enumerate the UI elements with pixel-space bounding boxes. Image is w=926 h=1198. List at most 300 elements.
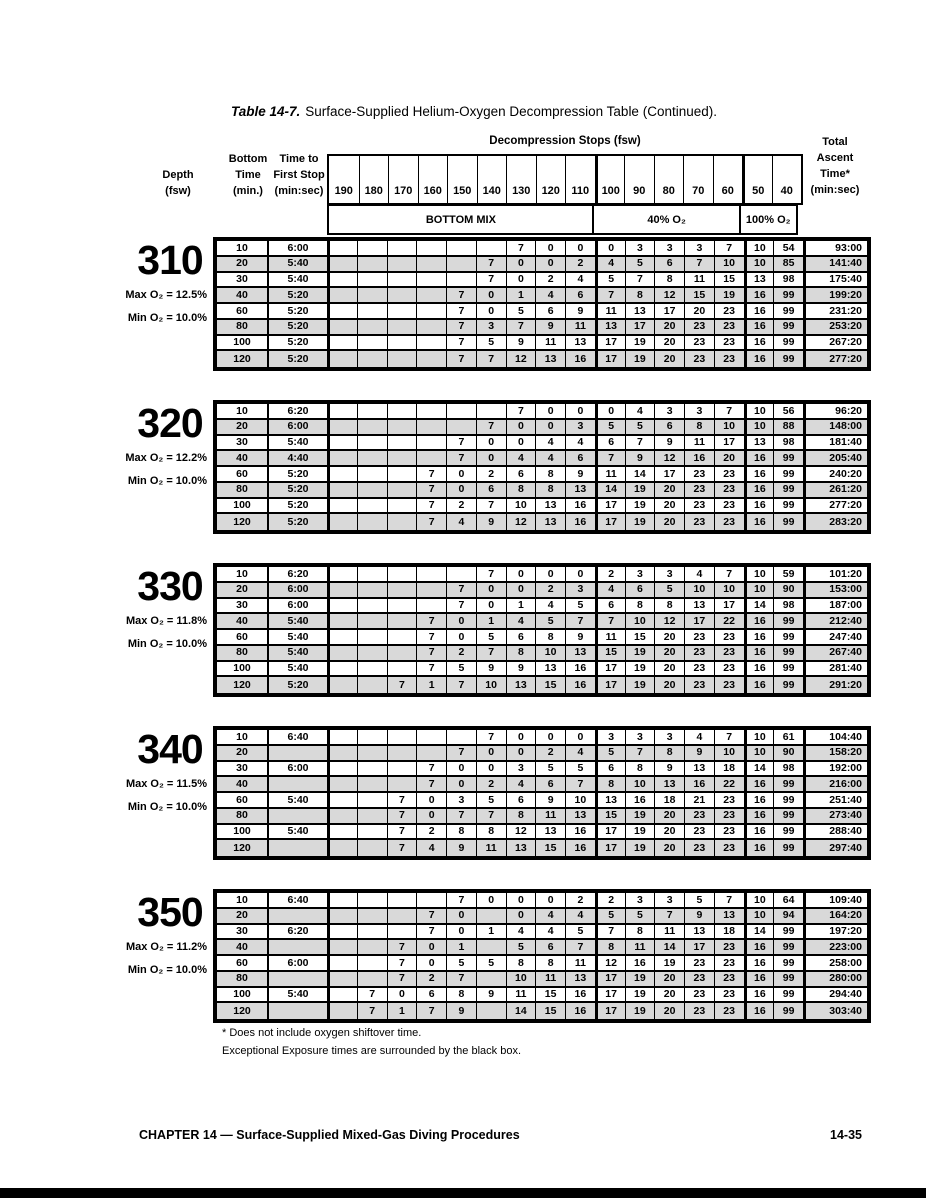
cell-first-stop: 5:40 (267, 436, 327, 450)
cell-stop (416, 336, 446, 350)
cell-stop: 10 (714, 257, 744, 271)
table-row (217, 351, 867, 367)
cell-stop: 1 (506, 288, 536, 302)
cell-stop (327, 336, 357, 350)
cell-stop: 23 (684, 662, 714, 676)
cell-stop: 13 (506, 677, 536, 693)
cell-stop: 15 (535, 677, 565, 693)
cell-stop: 16 (565, 662, 595, 676)
cell-first-stop: 5:40 (267, 988, 327, 1002)
cell-stop: 6 (595, 599, 625, 613)
cell-stop: 6 (595, 436, 625, 450)
cell-stop: 23 (684, 514, 714, 530)
cell-bottom-time: 60 (236, 304, 248, 317)
cell-bottom-time: 40 (236, 288, 248, 301)
cell-stop: 9 (506, 336, 536, 350)
cell-stop: 0 (506, 436, 536, 450)
cell-stop: 0 (416, 956, 446, 970)
cell-stop (387, 320, 417, 334)
cell-stop (327, 677, 357, 693)
cell-stop: 19 (625, 972, 655, 986)
cell-total-ascent: 251:40 (803, 793, 867, 807)
depth-block-table (213, 400, 871, 534)
cell-stop: 16 (744, 514, 774, 530)
cell-total-ascent: 96:20 (803, 404, 867, 418)
cell-stop (476, 940, 506, 954)
cell-stop: 3 (684, 404, 714, 418)
cell-stop: 19 (654, 956, 684, 970)
cell-stop (387, 420, 417, 434)
cell-stop: 19 (625, 809, 655, 823)
cell-total-ascent: 247:40 (803, 630, 867, 644)
cell-first-stop: 5:20 (267, 336, 327, 350)
cell-stop (387, 762, 417, 776)
cell-first-stop: 6:00 (267, 583, 327, 597)
cell-stop (357, 273, 387, 287)
table-row (217, 825, 867, 841)
cell-stop: 17 (714, 599, 744, 613)
cell-stop: 17 (714, 436, 744, 450)
cell-first-stop: 4:40 (267, 451, 327, 465)
cell-stop: 6 (506, 630, 536, 644)
hdr-bt-line: (min.) (233, 185, 263, 197)
stop-depth-header: 60 (713, 156, 743, 203)
table-title-number: Table 14-7. (231, 104, 301, 119)
cell-stop: 7 (416, 514, 446, 530)
cell-stop: 99 (773, 840, 803, 856)
cell-stop (357, 825, 387, 839)
cell-stop: 99 (773, 451, 803, 465)
cell-stop: 7 (446, 436, 476, 450)
cell-stop: 0 (506, 257, 536, 271)
cell-stop: 0 (565, 730, 595, 744)
cell-stop: 98 (773, 762, 803, 776)
cell-first-stop: 6:40 (267, 730, 327, 744)
cell-bottom-time: 10 (236, 404, 248, 417)
cell-stop: 8 (625, 288, 655, 302)
cell-stop: 3 (654, 404, 684, 418)
cell-stop: 99 (773, 956, 803, 970)
cell-stop: 17 (595, 499, 625, 513)
cell-stop: 5 (476, 956, 506, 970)
cell-stop: 0 (506, 909, 536, 923)
cell-bottom-time: 20 (236, 257, 248, 270)
cell-stop (387, 351, 417, 367)
total-ascent-column-header (801, 134, 869, 198)
cell-stop (327, 809, 357, 823)
cell-stop: 4 (535, 925, 565, 939)
table-row (217, 514, 867, 530)
cell-stop: 13 (535, 662, 565, 676)
cell-stop: 9 (476, 662, 506, 676)
cell-stop (357, 614, 387, 628)
min-o2-label: Min O₂ = 10.0% (127, 801, 207, 813)
depth-value: 310 (137, 237, 203, 283)
max-o2-label: Max O₂ = 11.8% (125, 615, 207, 627)
cell-stop: 16 (744, 956, 774, 970)
cell-stop: 23 (714, 351, 744, 367)
cell-stop: 5 (565, 599, 595, 613)
depth-value: 330 (137, 563, 203, 609)
cell-stop (387, 304, 417, 318)
cell-stop: 3 (625, 241, 655, 255)
cell-stop: 13 (595, 793, 625, 807)
cell-total-ascent: 303:40 (803, 1003, 867, 1019)
cell-stop: 8 (535, 630, 565, 644)
cell-stop: 99 (773, 662, 803, 676)
cell-stop: 17 (684, 614, 714, 628)
cell-stop: 7 (625, 746, 655, 760)
cell-stop: 11 (654, 925, 684, 939)
table-row (217, 499, 867, 515)
cell-stop (327, 646, 357, 660)
cell-stop: 16 (744, 825, 774, 839)
cell-stop (327, 972, 357, 986)
cell-stop (416, 320, 446, 334)
cell-stop: 7 (446, 677, 476, 693)
stop-depth-header: 130 (506, 156, 536, 203)
cell-stop: 16 (744, 646, 774, 660)
cell-stop: 1 (446, 940, 476, 954)
cell-total-ascent: 267:20 (803, 336, 867, 350)
cell-stop: 7 (446, 599, 476, 613)
cell-stop: 20 (654, 840, 684, 856)
cell-stop (357, 451, 387, 465)
cell-stop: 17 (595, 677, 625, 693)
cell-total-ascent: 153:00 (803, 583, 867, 597)
cell-stop: 16 (565, 514, 595, 530)
cell-stop: 17 (684, 940, 714, 954)
cell-stop (327, 762, 357, 776)
cell-stop: 99 (773, 793, 803, 807)
table-row (217, 1003, 867, 1019)
cell-stop: 7 (595, 288, 625, 302)
cell-stop: 13 (684, 925, 714, 939)
cell-stop (387, 467, 417, 481)
cell-stop: 2 (535, 273, 565, 287)
cell-stop (327, 614, 357, 628)
cell-stop: 16 (744, 972, 774, 986)
cell-stop: 16 (744, 483, 774, 497)
cell-stop: 12 (506, 351, 536, 367)
gas-mix-label: 40% O₂ (592, 204, 741, 235)
cell-first-stop: 6:20 (267, 404, 327, 418)
cell-stop: 13 (595, 320, 625, 334)
cell-first-stop: 5:40 (267, 825, 327, 839)
cell-stop (327, 630, 357, 644)
cell-stop: 18 (714, 925, 744, 939)
cell-stop: 0 (506, 567, 536, 581)
cell-stop: 3 (506, 762, 536, 776)
cell-stop: 10 (506, 972, 536, 986)
cell-stop (327, 956, 357, 970)
cell-total-ascent: 101:20 (803, 567, 867, 581)
stop-depth-header: 80 (654, 156, 684, 203)
cell-stop: 10 (714, 746, 744, 760)
cell-stop: 4 (506, 614, 536, 628)
cell-stop (416, 351, 446, 367)
cell-stop: 8 (595, 940, 625, 954)
stop-depth-header: 90 (624, 156, 654, 203)
depth-block-table (213, 237, 871, 371)
stop-depth-header: 70 (683, 156, 713, 203)
cell-stop: 94 (773, 909, 803, 923)
cell-stop: 8 (535, 956, 565, 970)
cell-stop: 5 (446, 662, 476, 676)
table-row (217, 909, 867, 925)
cell-total-ascent: 288:40 (803, 825, 867, 839)
cell-stop: 10 (744, 257, 774, 271)
hdr-bt-line: Time (235, 169, 261, 181)
stop-depth-header: 180 (359, 156, 389, 203)
cell-stop: 13 (565, 646, 595, 660)
cell-stop: 23 (684, 972, 714, 986)
cell-stop: 0 (476, 304, 506, 318)
cell-bottom-time: 80 (236, 483, 248, 496)
cell-stop: 8 (535, 467, 565, 481)
cell-stop: 13 (565, 483, 595, 497)
cell-stop: 6 (506, 793, 536, 807)
cell-stop (327, 662, 357, 676)
table-row (217, 972, 867, 988)
cell-stop: 17 (595, 840, 625, 856)
cell-stop: 3 (625, 730, 655, 744)
cell-stop (327, 351, 357, 367)
cell-stop (387, 404, 417, 418)
cell-first-stop: 5:40 (267, 646, 327, 660)
cell-stop (357, 730, 387, 744)
cell-stop: 9 (535, 793, 565, 807)
cell-stop: 1 (387, 1003, 417, 1019)
cell-stop (357, 483, 387, 497)
cell-stop: 20 (654, 320, 684, 334)
cell-stop (416, 288, 446, 302)
cell-stop: 6 (565, 288, 595, 302)
cell-stop: 3 (476, 320, 506, 334)
cell-total-ascent: 197:20 (803, 925, 867, 939)
cell-stop: 7 (476, 257, 506, 271)
hdr-total-line: (min:sec) (810, 184, 860, 196)
cell-stop: 2 (446, 646, 476, 660)
cell-stop (387, 336, 417, 350)
cell-stop (327, 499, 357, 513)
cell-stop: 23 (714, 336, 744, 350)
cell-stop: 4 (565, 436, 595, 450)
cell-bottom-time: 80 (236, 646, 248, 659)
max-o2-label: Max O₂ = 12.5% (125, 289, 207, 301)
cell-stop: 0 (476, 746, 506, 760)
cell-stop: 15 (595, 809, 625, 823)
cell-stop: 16 (744, 336, 774, 350)
cell-stop: 23 (684, 1003, 714, 1019)
cell-stop: 19 (625, 351, 655, 367)
cell-stop: 23 (684, 336, 714, 350)
cell-stop: 19 (625, 677, 655, 693)
table-row (217, 467, 867, 483)
cell-stop (416, 304, 446, 318)
cell-stop (327, 257, 357, 271)
cell-stop (387, 288, 417, 302)
cell-stop: 17 (654, 304, 684, 318)
cell-stop: 4 (595, 583, 625, 597)
cell-stop: 10 (744, 746, 774, 760)
cell-stop: 5 (595, 909, 625, 923)
cell-stop: 7 (446, 451, 476, 465)
cell-stop (327, 288, 357, 302)
cell-stop: 11 (565, 320, 595, 334)
cell-stop: 6 (654, 420, 684, 434)
cell-total-ascent: 291:20 (803, 677, 867, 693)
cell-stop: 1 (476, 614, 506, 628)
cell-stop: 14 (654, 940, 684, 954)
cell-stop: 5 (506, 940, 536, 954)
cell-stop: 3 (684, 241, 714, 255)
cell-stop: 0 (535, 567, 565, 581)
cell-stop: 1 (506, 599, 536, 613)
cell-bottom-time: 30 (236, 762, 248, 775)
cell-stop: 23 (684, 499, 714, 513)
cell-stop (357, 567, 387, 581)
cell-stop: 16 (625, 793, 655, 807)
cell-stop: 7 (714, 567, 744, 581)
cell-stop (357, 777, 387, 791)
hdr-fs-line: Time to (279, 153, 319, 165)
cell-stop (416, 257, 446, 271)
cell-stop (327, 451, 357, 465)
cell-stop: 16 (625, 956, 655, 970)
table-row (217, 677, 867, 693)
cell-stop: 8 (625, 925, 655, 939)
cell-stop: 99 (773, 304, 803, 318)
cell-stop (387, 257, 417, 271)
table-row (217, 630, 867, 646)
cell-total-ascent: 240:20 (803, 467, 867, 481)
cell-stop (327, 1003, 357, 1019)
cell-first-stop: 5:20 (267, 467, 327, 481)
cell-stop: 20 (654, 483, 684, 497)
cell-total-ascent: 158:20 (803, 746, 867, 760)
depth-block-table (213, 726, 871, 860)
cell-stop: 6 (595, 762, 625, 776)
cell-stop: 8 (506, 809, 536, 823)
hdr-bt-line: Bottom (228, 153, 268, 165)
table-row (217, 793, 867, 809)
cell-stop: 8 (476, 825, 506, 839)
cell-stop: 98 (773, 436, 803, 450)
cell-stop: 99 (773, 630, 803, 644)
cell-stop: 0 (595, 241, 625, 255)
cell-stop (416, 599, 446, 613)
cell-stop: 7 (416, 483, 446, 497)
cell-stop: 16 (684, 451, 714, 465)
cell-stop: 9 (446, 1003, 476, 1019)
cell-stop: 0 (446, 483, 476, 497)
cell-stop: 3 (654, 241, 684, 255)
cell-stop: 11 (565, 956, 595, 970)
cell-stop: 20 (654, 499, 684, 513)
cell-stop (387, 451, 417, 465)
cell-stop: 13 (565, 809, 595, 823)
cell-stop: 18 (714, 762, 744, 776)
cell-stop: 10 (535, 646, 565, 660)
cell-stop: 7 (387, 840, 417, 856)
footnote-exceptional-exposure: Exceptional Exposure times are surrounded by the black box. (222, 1045, 521, 1057)
cell-stop: 4 (684, 730, 714, 744)
cell-bottom-time: 10 (236, 241, 248, 254)
cell-stop: 7 (595, 614, 625, 628)
cell-stop (446, 567, 476, 581)
cell-stop: 13 (744, 273, 774, 287)
cell-stop (327, 909, 357, 923)
cell-stop: 8 (684, 420, 714, 434)
cell-stop (476, 1003, 506, 1019)
cell-stop: 12 (654, 614, 684, 628)
hdr-fs-line: First Stop (273, 169, 325, 181)
hdr-fs-line: (min:sec) (274, 185, 324, 197)
cell-stop (416, 583, 446, 597)
cell-stop: 10 (744, 404, 774, 418)
cell-stop (446, 404, 476, 418)
cell-stop: 4 (506, 451, 536, 465)
cell-stop: 19 (625, 483, 655, 497)
cell-stop: 3 (565, 583, 595, 597)
first-stop-column-header (268, 151, 330, 199)
cell-stop: 23 (684, 956, 714, 970)
cell-stop: 12 (654, 288, 684, 302)
cell-stop (387, 241, 417, 255)
cell-stop: 17 (595, 972, 625, 986)
cell-stop: 10 (744, 583, 774, 597)
hdr-depth-line: (fsw) (165, 185, 191, 197)
cell-stop: 6 (535, 304, 565, 318)
cell-stop: 98 (773, 599, 803, 613)
cell-stop: 7 (446, 288, 476, 302)
cell-total-ascent: 148:00 (803, 420, 867, 434)
cell-stop: 85 (773, 257, 803, 271)
cell-first-stop (267, 1003, 327, 1019)
cell-stop: 99 (773, 351, 803, 367)
cell-stop: 5 (595, 746, 625, 760)
cell-stop: 16 (565, 499, 595, 513)
stop-depth-header: 160 (418, 156, 448, 203)
cell-stop (357, 436, 387, 450)
cell-stop: 6 (535, 940, 565, 954)
cell-stop: 23 (714, 940, 744, 954)
cell-total-ascent: 261:20 (803, 483, 867, 497)
cell-stop (357, 467, 387, 481)
cell-stop: 6 (654, 257, 684, 271)
cell-stop: 23 (684, 320, 714, 334)
cell-stop: 3 (654, 893, 684, 907)
cell-total-ascent: 192:00 (803, 762, 867, 776)
cell-stop: 4 (565, 909, 595, 923)
cell-stop: 10 (714, 420, 744, 434)
cell-stop: 7 (654, 909, 684, 923)
cell-stop: 8 (446, 825, 476, 839)
cell-stop: 18 (654, 793, 684, 807)
cell-stop: 99 (773, 1003, 803, 1019)
chapter-footer: CHAPTER 14 — Surface-Supplied Mixed-Gas Diving Procedures (139, 1128, 520, 1142)
cell-stop: 7 (625, 436, 655, 450)
cell-stop: 7 (387, 972, 417, 986)
cell-stop (327, 420, 357, 434)
cell-stop: 10 (744, 420, 774, 434)
cell-stop: 5 (535, 614, 565, 628)
cell-stop: 15 (535, 1003, 565, 1019)
cell-stop: 0 (446, 762, 476, 776)
cell-stop: 7 (714, 730, 744, 744)
cell-bottom-time: 120 (233, 515, 251, 528)
